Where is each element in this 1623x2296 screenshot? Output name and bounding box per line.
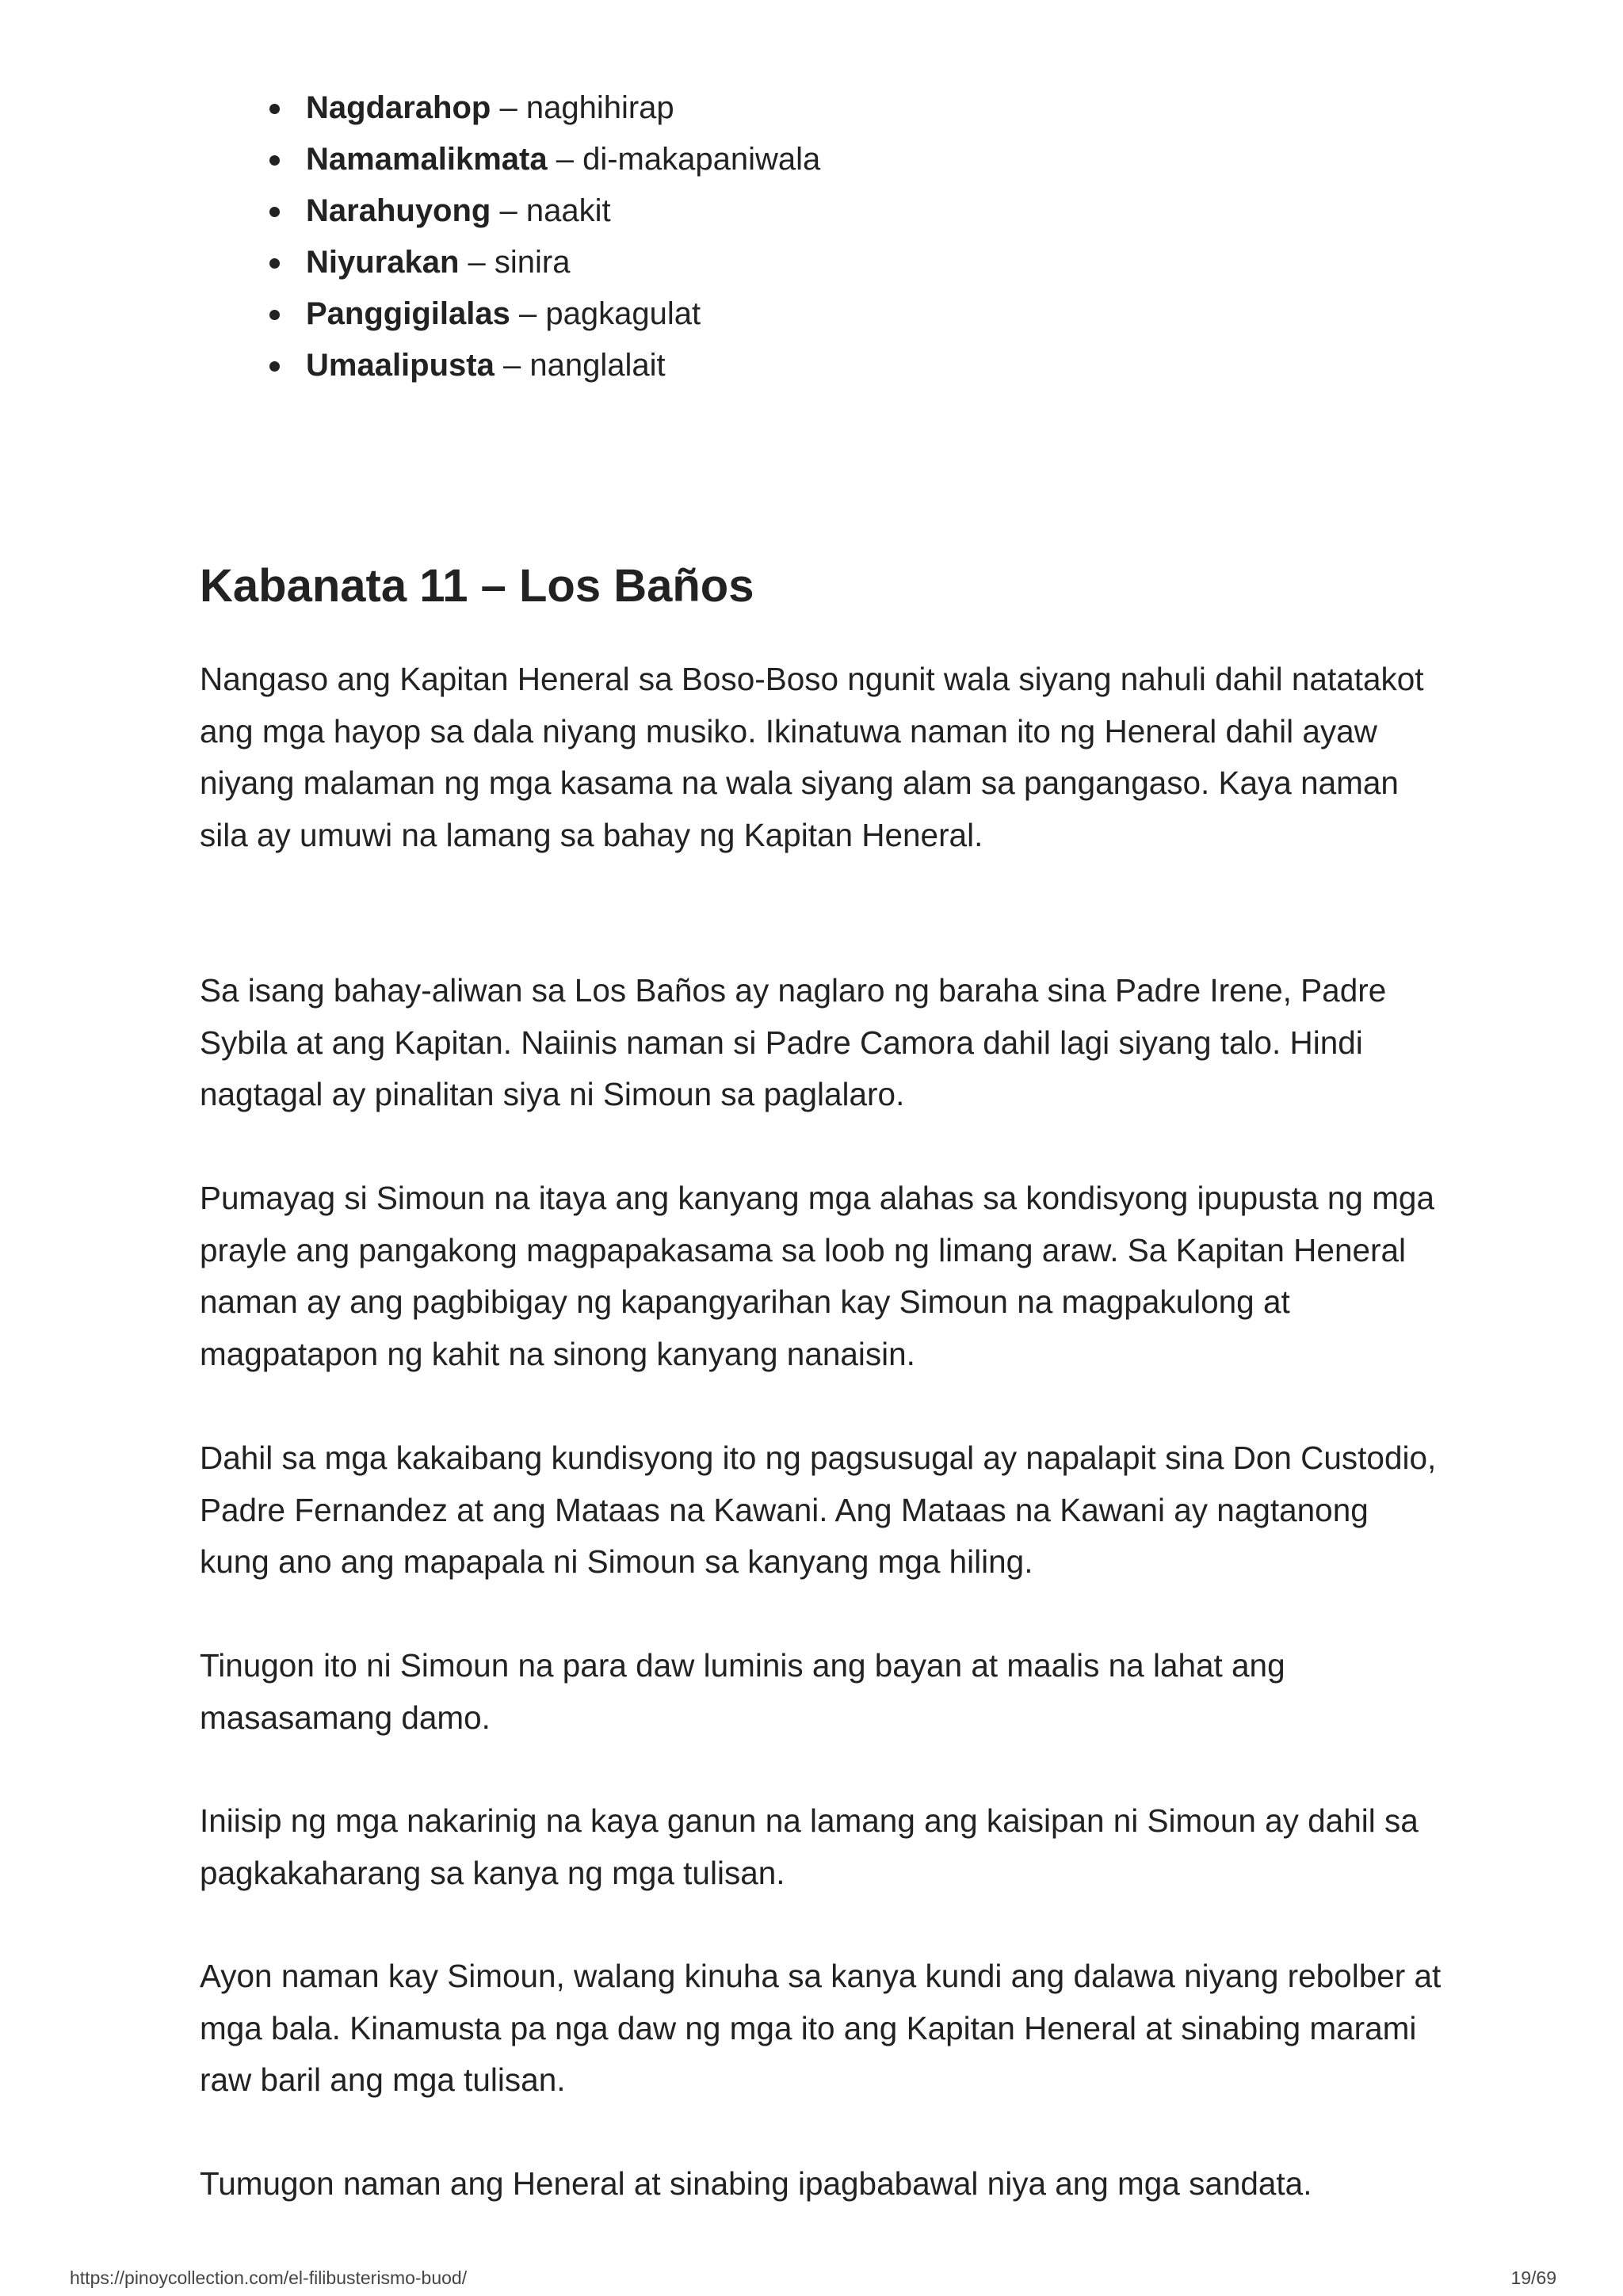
bullet-icon bbox=[269, 104, 280, 114]
page-number: 19/69 bbox=[1510, 2267, 1556, 2288]
bullet-icon bbox=[269, 258, 280, 269]
vocabulary-item bbox=[269, 340, 1379, 391]
footer-url-link[interactable]: https://pinoycollection.com/el-filibusterismo-buod/ bbox=[70, 2267, 468, 2288]
chapter-title: Kabanata 11 – Los Baños bbox=[200, 560, 754, 612]
vocabulary-item bbox=[269, 237, 1379, 288]
paragraph-2: Sa isang bahay-aliwan sa Los Baños ay naglaro ng baraha sina Padre Irene, Padre Sybila at ang Kapitan. Naiinis naman si Padre Camora dahil lagi siyang talo. Hindi nagtagal ay pinalitan siya ni Simoun sa paglalaro. bbox=[200, 972, 1387, 1112]
paragraph-8: Tumugon naman ang Heneral at sinabing ipagbabawal niya ang mga sandata. bbox=[200, 2165, 1312, 2202]
separator: – bbox=[491, 193, 526, 228]
separator: – bbox=[491, 90, 526, 125]
vocabulary-term: Panggigilalas bbox=[306, 296, 510, 331]
vocabulary-definition: di-makapaniwala bbox=[582, 142, 821, 177]
vocabulary-item bbox=[269, 134, 1379, 185]
paragraph-5: Tinugon ito ni Simoun na para daw luminis ang bayan at maalis na lahat ang masasamang damo. bbox=[200, 1647, 1285, 1736]
bullet-icon bbox=[269, 155, 280, 166]
separator: – bbox=[494, 348, 530, 383]
vocabulary-definition: nanglalait bbox=[529, 348, 666, 383]
vocabulary-item bbox=[269, 82, 1379, 134]
paragraph-4: Dahil sa mga kakaibang kundisyong ito ng pagsusugal ay napalapit sina Don Custodio, Padre Fernandez at ang Mataas na Kawani. Ang Mataas na Kawani ay nagtanong kung ano ang mapapala ni Simoun sa kanyang mga hiling. bbox=[200, 1440, 1437, 1580]
vocabulary-definition: naghihirap bbox=[525, 90, 674, 125]
vocabulary-item bbox=[269, 288, 1379, 340]
vocabulary-term: Niyurakan bbox=[306, 245, 460, 280]
vocabulary-term: Namamalikmata bbox=[306, 142, 548, 177]
paragraph-7: Ayon naman kay Simoun, walang kinuha sa kanya kundi ang dalawa niyang rebolber at mga bala. Kinamusta pa nga daw ng mga ito ang Kapitan Heneral at sinabing marami raw baril ang mga tulisan. bbox=[200, 1958, 1442, 2098]
vocabulary-list bbox=[269, 82, 1379, 391]
separator: – bbox=[547, 142, 583, 177]
vocabulary-definition: pagkagulat bbox=[545, 296, 701, 331]
paragraph-1: Nangaso ang Kapitan Heneral sa Boso-Boso ngunit wala siyang nahuli dahil natatakot ang mga hayop sa dala niyang musiko. Ikinatuwa naman ito ng Heneral dahil ayaw niyang malaman ng mga kasama na wala siyang alam sa pangangaso. Kaya naman sila ay umuwi na lamang sa bahay ng Kapitan Heneral. bbox=[200, 661, 1424, 853]
vocabulary-term: Narahuyong bbox=[306, 193, 491, 228]
separator: – bbox=[459, 245, 495, 280]
vocabulary-definition: naakit bbox=[525, 193, 611, 228]
paragraph-6: Iniisip ng mga nakarinig na kaya ganun na lamang ang kaisipan ni Simoun ay dahil sa pagkakaharang sa kanya ng mga tulisan. bbox=[200, 1802, 1419, 1891]
separator: – bbox=[510, 296, 546, 331]
vocabulary-term: Nagdarahop bbox=[306, 90, 491, 125]
vocabulary-definition: sinira bbox=[494, 245, 571, 280]
vocabulary-item bbox=[269, 185, 1379, 237]
paragraph-3: Pumayag si Simoun na itaya ang kanyang mga alahas sa kondisyong ipupusta ng mga prayle ang pangakong magpapakasama sa loob ng limang araw. Sa Kapitan Heneral naman ay ang pagbibigay ng kapangyarihan kay Simoun na magpakulong at magpatapon ng kahit na sinong kanyang nanaisin. bbox=[200, 1180, 1434, 1372]
vocabulary-term: Umaalipusta bbox=[306, 348, 495, 383]
bullet-icon bbox=[269, 361, 280, 372]
bullet-icon bbox=[269, 310, 280, 320]
bullet-icon bbox=[269, 207, 280, 217]
